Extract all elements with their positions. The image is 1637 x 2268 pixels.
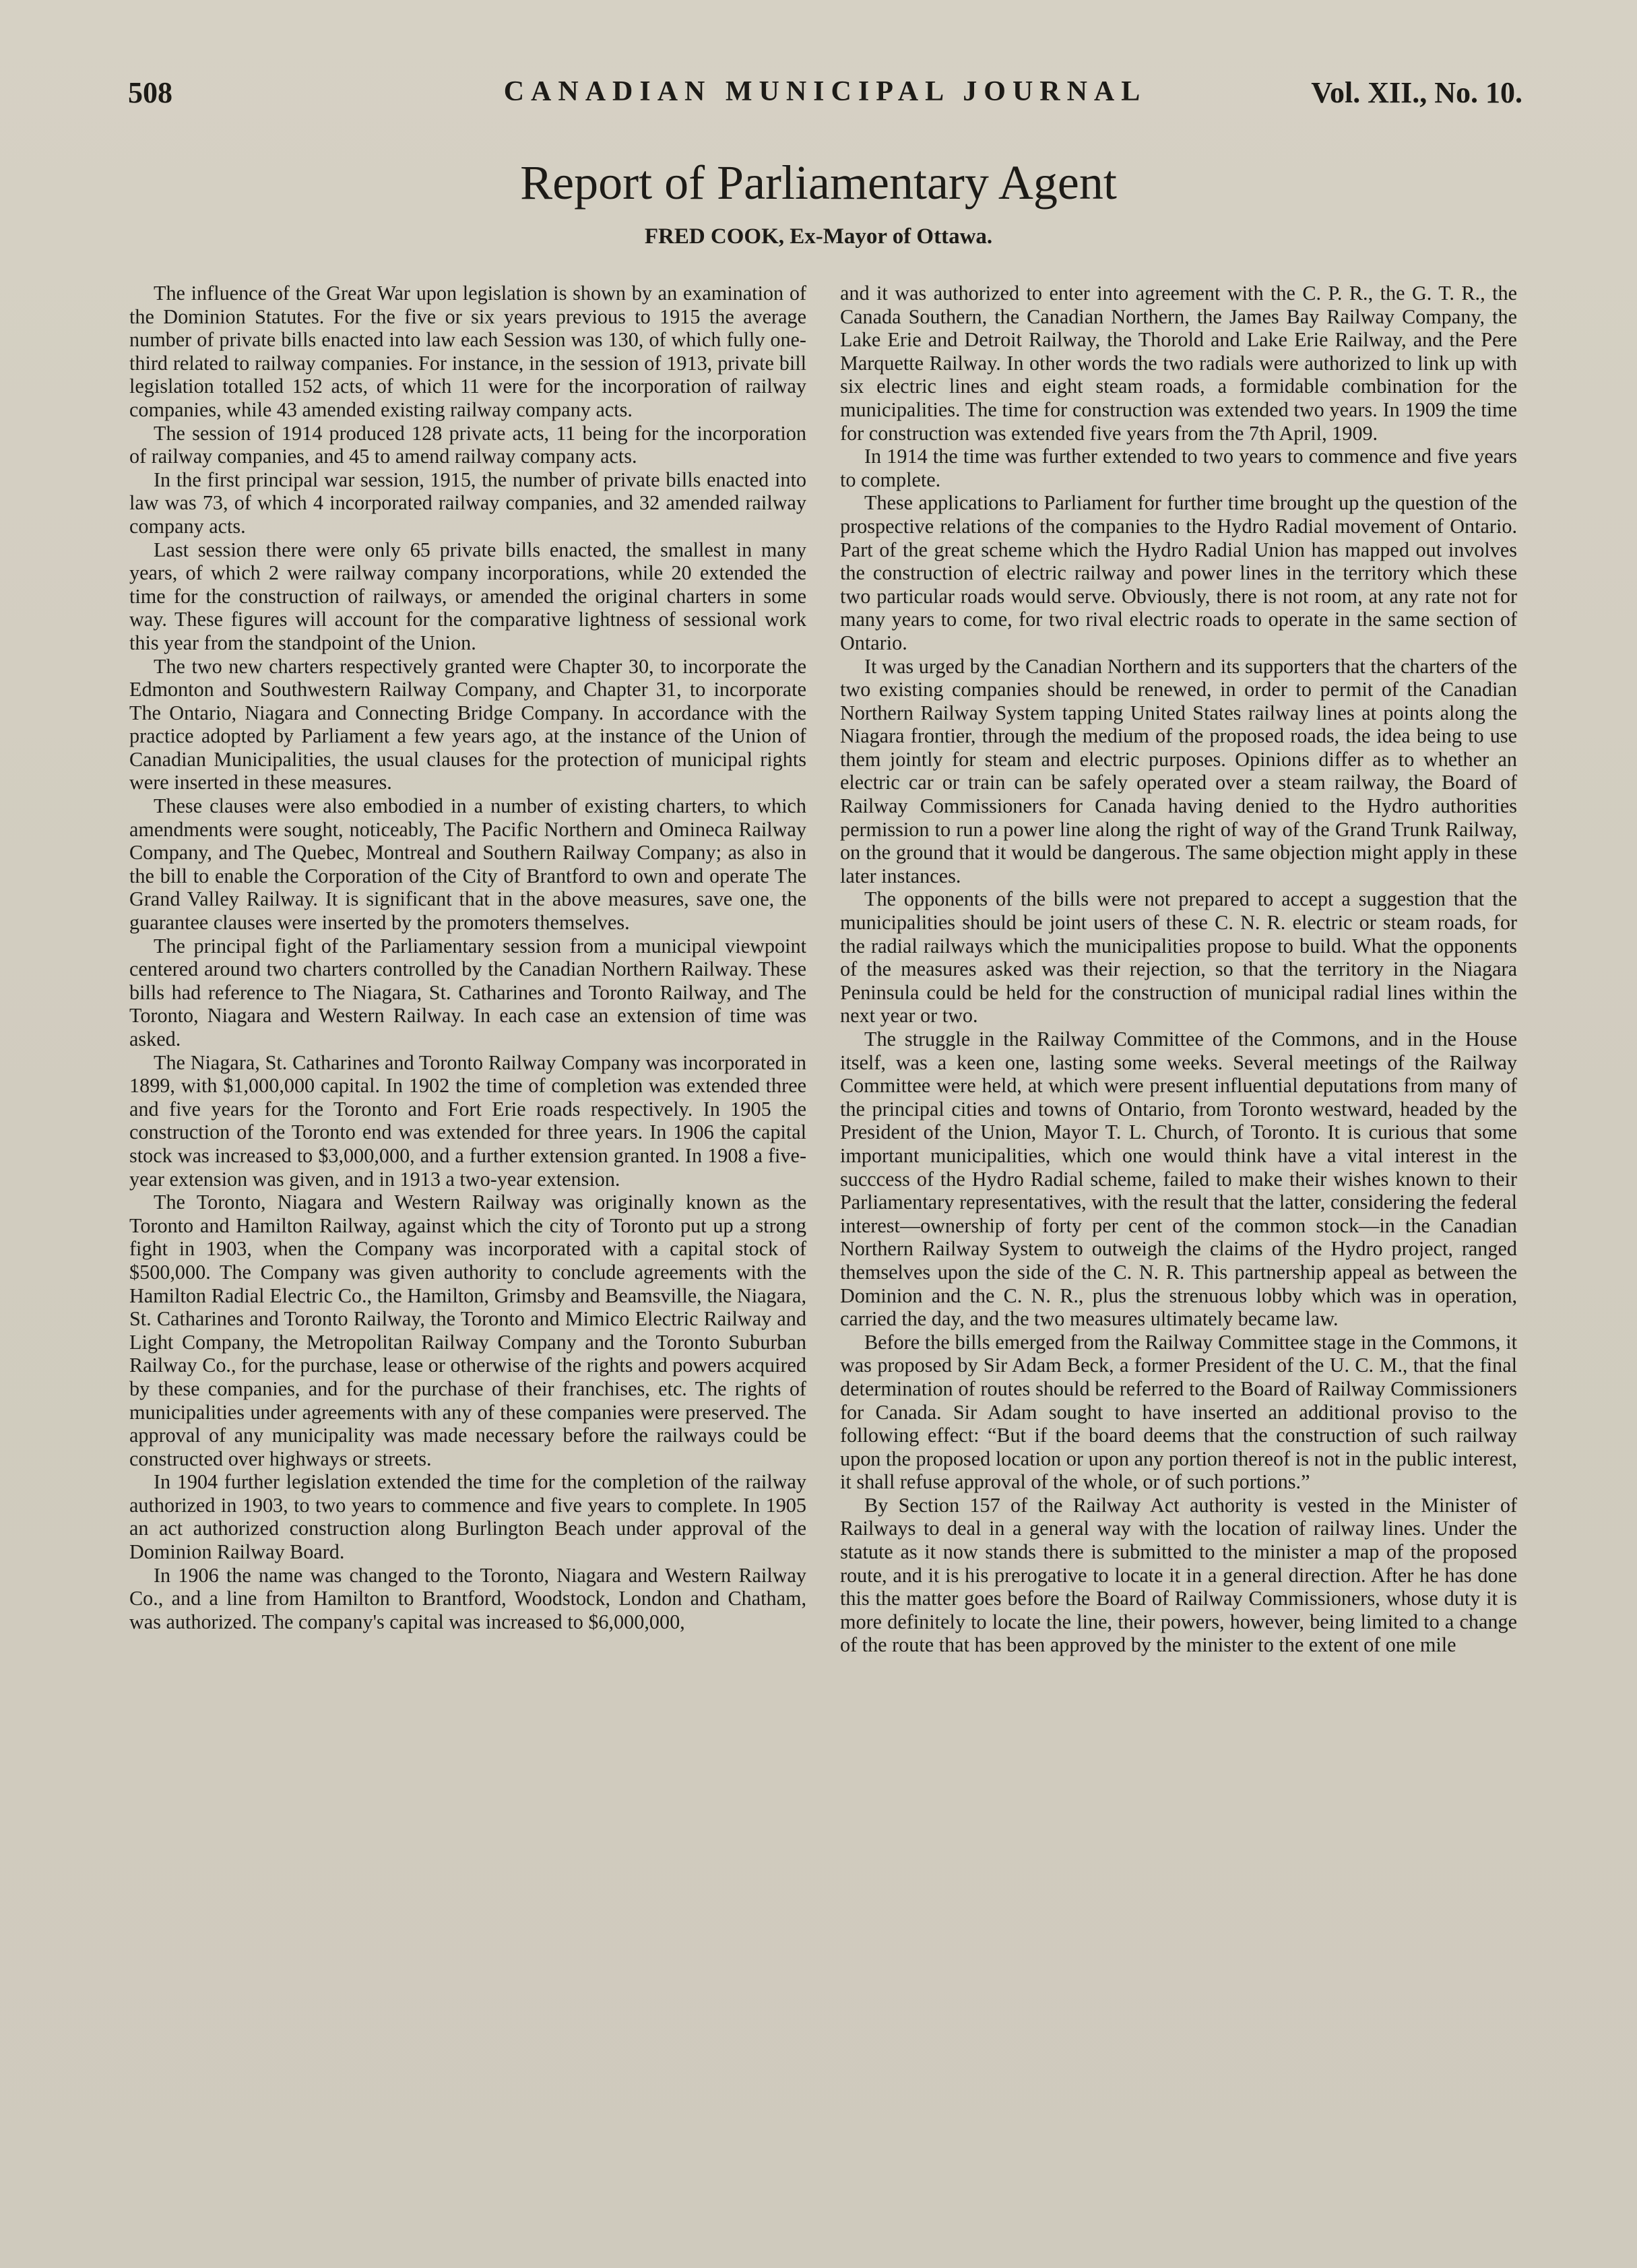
article-title: Report of Parliamentary Agent xyxy=(520,156,1117,210)
volume-number: Vol. XII., No. 10. xyxy=(1311,76,1522,109)
left-column xyxy=(129,282,806,1633)
paragraph: By Section 157 of the Railway Act authority is vested in the Minister of Railways to deal in a general way with the location of railway lines. Under the statute as it now stands there is submitted to the minister a map of the proposed route, and it is his prerogative to locate it in a general direction. After he has done this the matter goes before the Board of Railway Commissioners, whose duty it is more definitely to locate the line, their powers, however, being limited to a change of the route that has been approved by the minister to the extent of one mile xyxy=(840,1493,1517,1657)
paragraph: The opponents of the bills were not prepared to accept a suggestion that the municipalities should be joint users of these C. N. R. electric or steam roads, for the radial railways which the municipalities propose to build. What the opponents of the measures asked was their rejection, so that the territory in the Niagara Peninsula could be held for the construction of municipal radial lines within the next year or two. xyxy=(840,887,1517,1028)
paragraph: The session of 1914 produced 128 private acts, 11 being for the incorporation of railway companies, and 45 to amend railway company acts. xyxy=(129,421,806,468)
running-head xyxy=(128,75,1522,116)
journal-title: CANADIAN MUNICIPAL JOURNAL xyxy=(503,76,1147,107)
paragraph: In 1906 the name was changed to the Toronto, Niagara and Western Railway Co., and a line from Hamilton to Brantford, Woodstock, London and Chatham, was authorized. The company's capital was increased to $6,000,000, xyxy=(129,1563,806,1633)
paragraph: In the first principal war session, 1915, the number of private bills enacted into law was 73, of which 4 incorporated railway companies, and 32 amended railway company acts. xyxy=(129,468,806,538)
paragraph: The two new charters respectively granted were Chapter 30, to incorporate the Edmonton and Southwestern Railway Company, and Chapter 31, to incorporate The Ontario, Niagara and Connecting Bridge Company. In accordance with the practice adopted by Parliament a few years ago, at the instance of the Union of Canadian Municipalities, the usual clauses for the protection of municipal rights were inserted in these measures. xyxy=(129,654,806,794)
page-number: 508 xyxy=(128,76,172,109)
paragraph: Before the bills emerged from the Railway Committee stage in the Commons, it was proposed by Sir Adam Beck, a former President of the U. C. M., that the final determination of routes should be referred to the Board of Railway Commissioners for Canada. Sir Adam sought to have inserted an additional proviso to the following effect: “But if the board deems that the construction of such railway upon the proposed location or upon any portion thereof is not in the public interest, it shall refuse approval of the whole, or of such portions.” xyxy=(840,1330,1517,1494)
paragraph: The principal fight of the Parliamentary session from a municipal viewpoint centered around two charters controlled by the Canadian Northern Railway. These bills had reference to The Niagara, St. Catharines and Toronto Railway, and The Toronto, Niagara and Western Railway. In each case an extension of time was asked. xyxy=(129,934,806,1050)
paragraph: These applications to Parliament for further time brought up the question of the prospective relations of the companies to the Hydro Radial movement of Ontario. Part of the great scheme which the Hydro Radial Union has mapped out involves the construction of electric railway and power lines in the territory which these two particular roads would serve. Obviously, there is not room, at any rate not for many years to come, for two rival electric roads to operate in the same section of Ontario. xyxy=(840,491,1517,654)
right-column xyxy=(840,282,1517,1657)
paragraph: It was urged by the Canadian Northern and its supporters that the charters of the two existing companies should be renewed, in order to permit of the Canadian Northern Railway System tapping United States railway lines at points along the Niagara frontier, through the medium of the proposed roads, the idea being to use them jointly for steam and electric purposes. Opinions differ as to whether an electric car or train can be safely operated over a steam railway, the Board of Railway Commissioners for Canada having denied to the Hydro authorities permission to run a power line along the right of way of the Grand Trunk Railway, on the ground that it would be dangerous. The same objection might apply in these later instances. xyxy=(840,654,1517,887)
paragraph: The influence of the Great War upon legislation is shown by an examination of the Dominion Statutes. For the five or six years previous to 1915 the average number of private bills enacted into law each Session was 130, of which fully one-third related to railway companies. For instance, in the session of 1913, private bill legislation totalled 152 acts, of which 11 were for the incorporation of railway companies, while 43 amended existing railway company acts. xyxy=(129,282,806,421)
paragraph: and it was authorized to enter into agreement with the C. P. R., the G. T. R., the Canada Southern, the Canadian Northern, the James Bay Railway Company, the Lake Erie and Detroit Railway, the Thorold and Lake Erie Railway, and the Pere Marquette Railway. In other words the two radials were authorized to link up with six electric lines and eight steam roads, a formidable combination for the municipalities. The time for construction was extended two years. In 1909 the time for construction was extended five years from the 7th April, 1909. xyxy=(840,282,1517,445)
paragraph: The Niagara, St. Catharines and Toronto Railway Company was incorporated in 1899, with $1,000,000 capital. In 1902 the time of completion was extended three and five years for the Toronto and Fort Erie roads respectively. In 1905 the construction of the Toronto end was extended for three years. In 1906 the capital stock was increased to $3,000,000, and a further extension granted. In 1908 a five-year extension was given, and in 1913 a two-year extension. xyxy=(129,1050,806,1191)
paragraph: In 1904 further legislation extended the time for the completion of the railway authorized in 1903, to two years to commence and five years to complete. In 1905 an act authorized construction along Burlington Beach under approval of the Dominion Railway Board. xyxy=(129,1470,806,1564)
paragraph: These clauses were also embodied in a number of existing charters, to which amendments were sought, noticeably, The Pacific Northern and Omineca Railway Company, and The Quebec, Montreal and Southern Railway Company; as also in the bill to enable the Corporation of the City of Brantford to own and operate The Grand Valley Railway. It is significant that in the above measures, save one, the guarantee clauses were inserted by the promoters themselves. xyxy=(129,794,806,935)
article-byline: FRED COOK, Ex-Mayor of Ottawa. xyxy=(644,224,993,249)
paragraph: The Toronto, Niagara and Western Railway was originally known as the Toronto and Hamilton Railway, against which the city of Toronto put up a strong fight in 1903, when the Company was incorporated with a capital stock of $500,000. The Company was given authority to conclude agreements with the Hamilton Radial Electric Co., the Hamilton, Grimsby and Beamsville, the Niagara, St. Catharines and Toronto Railway, the Toronto and Mimico Electric Railway and Light Company, the Metropolitan Railway Company and the Toronto Suburban Railway Co., for the purchase, lease or otherwise of the rights and powers acquired by these companies, and for the purchase of their franchises, etc. The rights of municipalities under agreements with any of these companies were preserved. The approval of any municipality was made necessary before the railways could be constructed over highways or streets. xyxy=(129,1191,806,1470)
paragraph: In 1914 the time was further extended to two years to commence and five years to complete. xyxy=(840,445,1517,491)
paragraph: Last session there were only 65 private bills enacted, the smallest in many years, of which 2 were railway company incorporations, while 20 extended the time for the construction of railways, or amended the original charters in some way. These figures will account for the comparative lightness of sessional work this year from the standpoint of the Union. xyxy=(129,538,806,654)
paragraph: The struggle in the Railway Committee of the Commons, and in the House itself, was a keen one, lasting some weeks. Several meetings of the Railway Committee were held, at which were present influential deputations from many of the principal cities and towns of Ontario, from Toronto westward, headed by the President of the Union, Mayor T. L. Church, of Toronto. It is curious that some important municipalities, which one would think have a vital interest in the succcess of the Hydro Radial scheme, failed to make their wishes known to their Parliamentary representatives, with the result that the latter, considering the federal interest—ownership of forty per cent of the common stock—in the Canadian Northern Railway System to outweigh the claims of the Hydro project, ranged themselves upon the side of the C. N. R. This partnership appeal as between the Dominion and the C. N. R., plus the strenuous lobby which was in operation, carried the day, and the two measures ultimately became law. xyxy=(840,1028,1517,1331)
